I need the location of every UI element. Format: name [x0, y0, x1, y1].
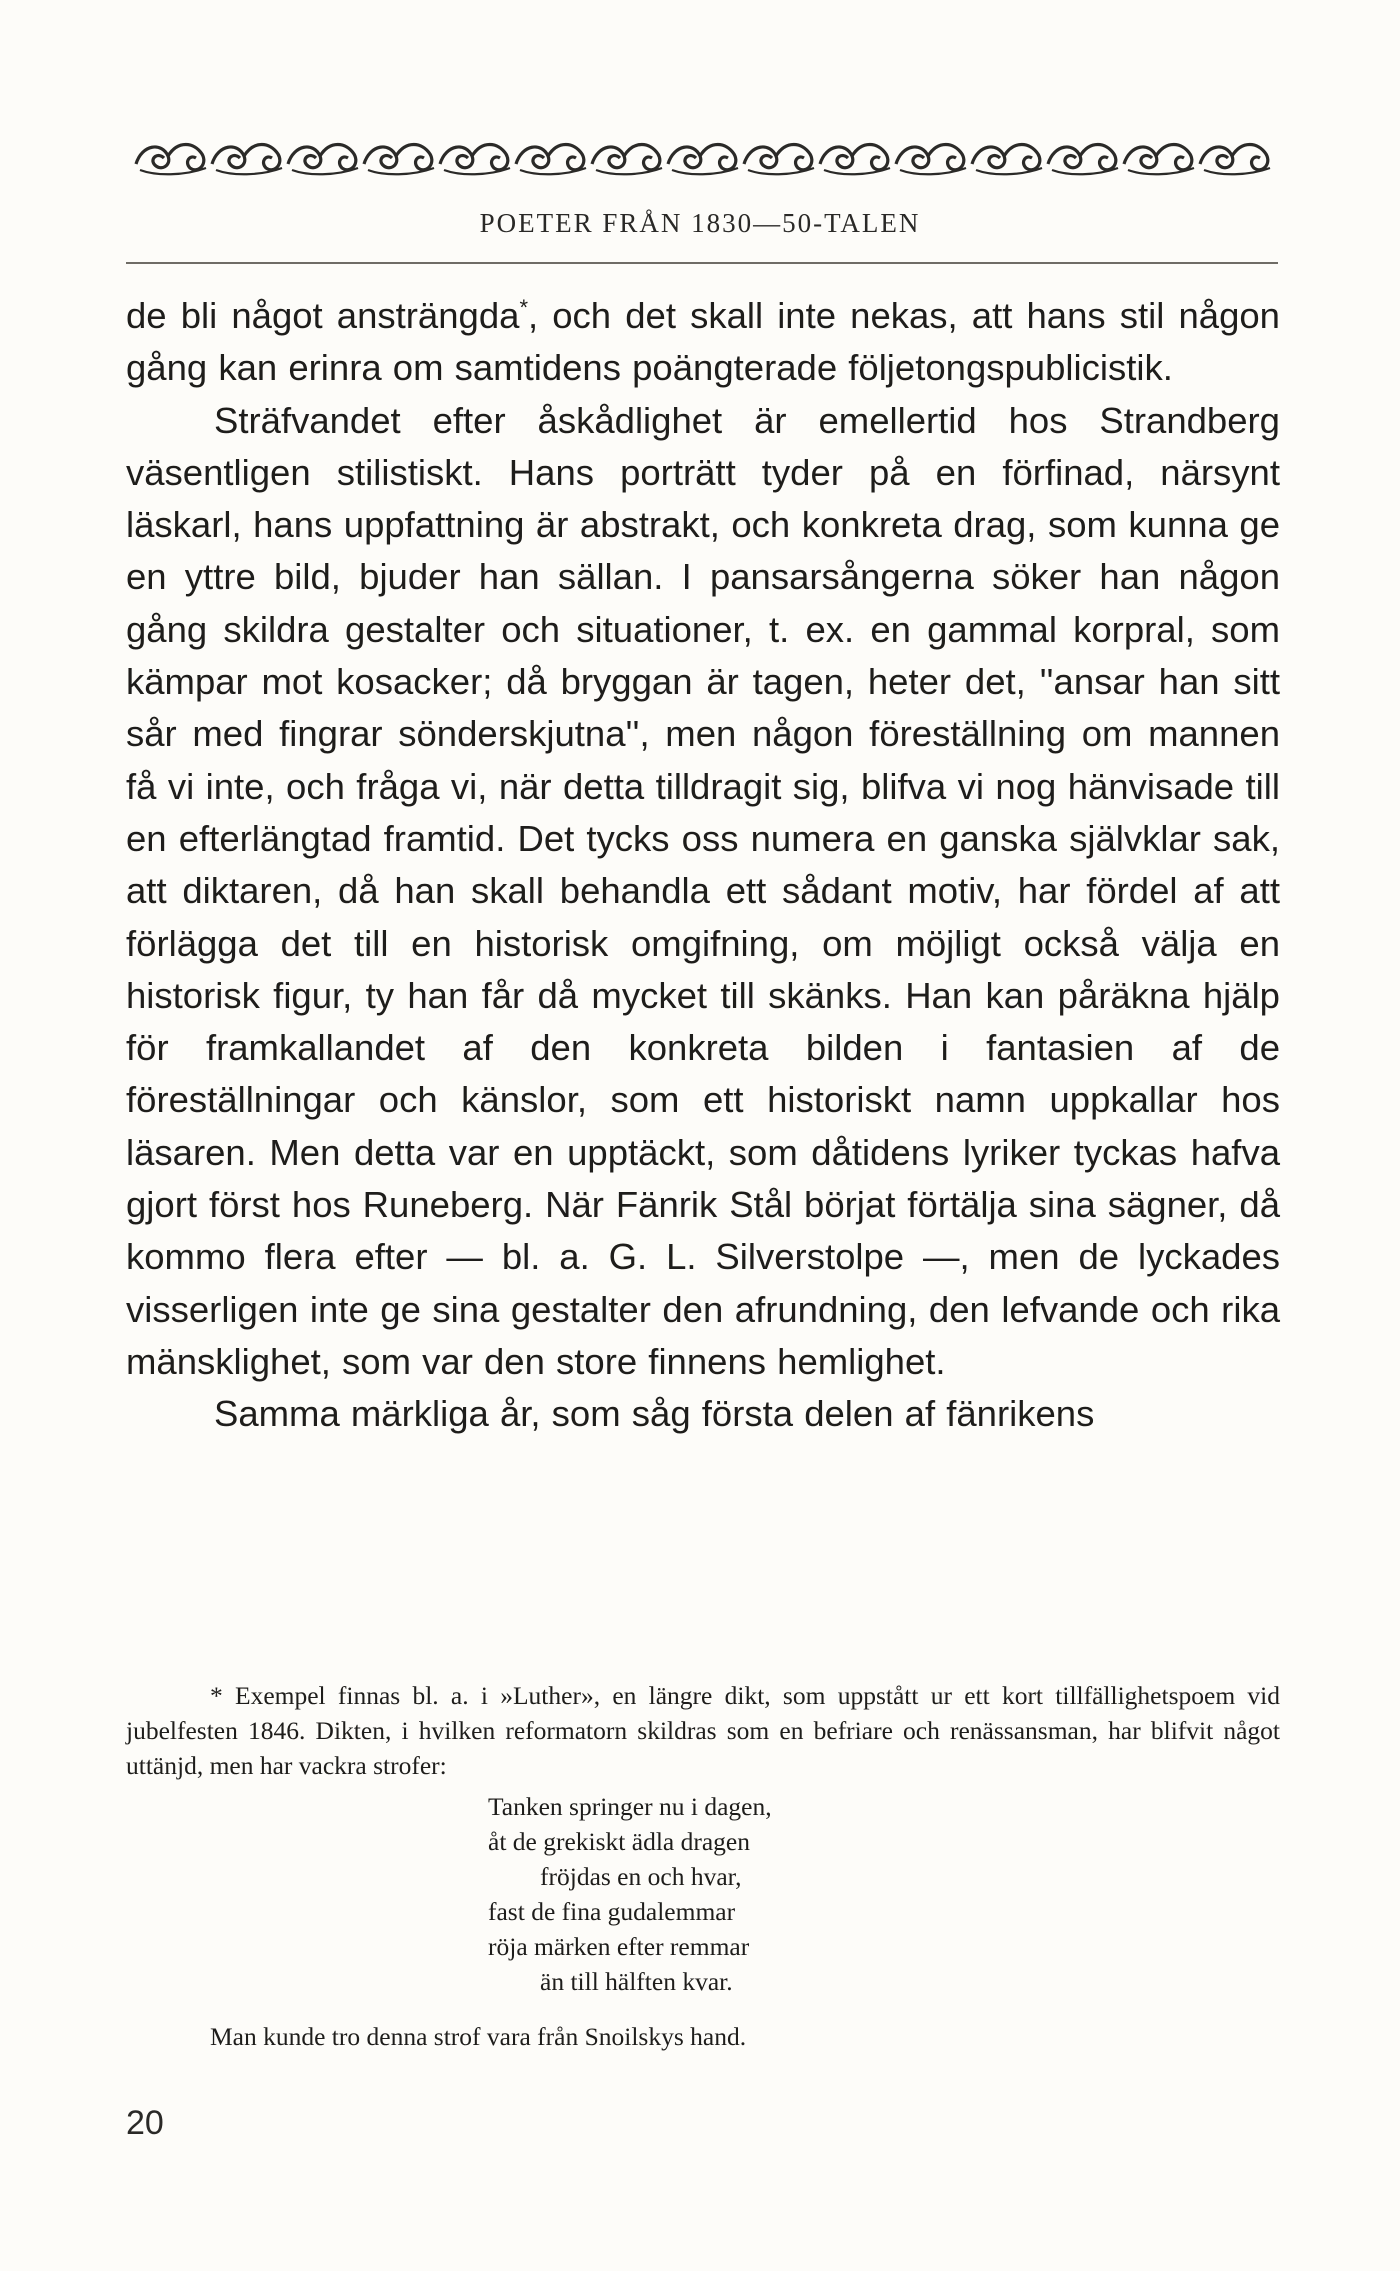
- poem-line: röja märken efter remmar: [488, 1932, 750, 1961]
- footnote: [126, 1678, 1280, 2054]
- footnote-reference: *: [519, 294, 528, 320]
- running-head: POETER FRÅN 1830—50-TALEN: [479, 208, 921, 238]
- page-number: 20: [126, 2104, 164, 2142]
- footnote-text: * Exempel finnas bl. a. i »Luther», en längre dikt, som uppstått ur ett kort tillfällighetspoem vid jubelfesten 1846. Dikten, i hvilken reformatorn skildras som en befriare och renässansman, har blifvit något uttänjd, men har vackra strofer:: [126, 1681, 1280, 1780]
- paragraph: Samma märkliga år, som såg första delen af fänrikens: [214, 1393, 1095, 1435]
- main-text: [126, 290, 1280, 1441]
- paragraph: [126, 290, 1280, 395]
- header-rule: [126, 262, 1278, 264]
- poem-line: fast de fina gudalemmar: [488, 1897, 736, 1926]
- poem-line: Tanken springer nu i dagen,: [488, 1792, 772, 1821]
- paragraph-text: , och det skall inte nekas, att hans stil någon gång kan erinra om samtidens poängterade följetongspublicistik.: [126, 295, 1280, 389]
- poem-quotation: [488, 1789, 1280, 1999]
- poem-line: åt de grekiskt ädla dragen: [488, 1827, 750, 1856]
- scroll-vine-ornament-icon: [132, 130, 1280, 190]
- footnote-closing: Man kunde tro denna strof vara från Snoilskys hand.: [210, 2022, 747, 2051]
- poem-line: än till hälften kvar.: [540, 1967, 733, 1996]
- paragraph-text: de bli något ansträngda: [126, 295, 520, 336]
- paragraph: Sträfvandet efter åskådlighet är emellertid hos Strandberg väsentligen stilistiskt. Hans porträtt tyder på en förfinad, närsynt läskarl, hans uppfattning är abstrakt, och konkreta drag, som kunna ge en yttre bild, bjuder han sällan. I pansarsångerna söker han någon gång skildra gestalter och situationer, t. ex. en gammal korpral, som kämpar mot kosacker; då bryggan är tagen, heter det, ''ansar han sitt sår med fingrar sönderskjutna'', men någon föreställning om mannen få vi inte, och fråga vi, när detta tilldragit sig, blifva vi nog hänvisade till en efterlängtad framtid. Det tycks oss numera en ganska självklar sak, att diktaren, då han skall behandla ett sådant motiv, har fördel af att förlägga det till en historisk omgifning, om möjligt också välja en historisk figur, ty han får då mycket till skänks. Han kan påräkna hjälp för framkallandet af den konkreta bilden i fantasien af de föreställningar och känslor, som ett historiskt namn uppkallar hos läsaren. Men detta var en upptäckt, som dåtidens lyriker tyckas hafva gjort först hos Runeberg. När Fänrik Stål börjat förtälja sina sägner, då kommo flera efter — bl. a. G. L. Silverstolpe —, men de lyckades visserligen inte ge sina gestalter den afrundning, den lefvande och rika mänsklighet, som var den store finnens hemlighet.: [126, 399, 1280, 1382]
- poem-line: fröjdas en och hvar,: [540, 1862, 742, 1891]
